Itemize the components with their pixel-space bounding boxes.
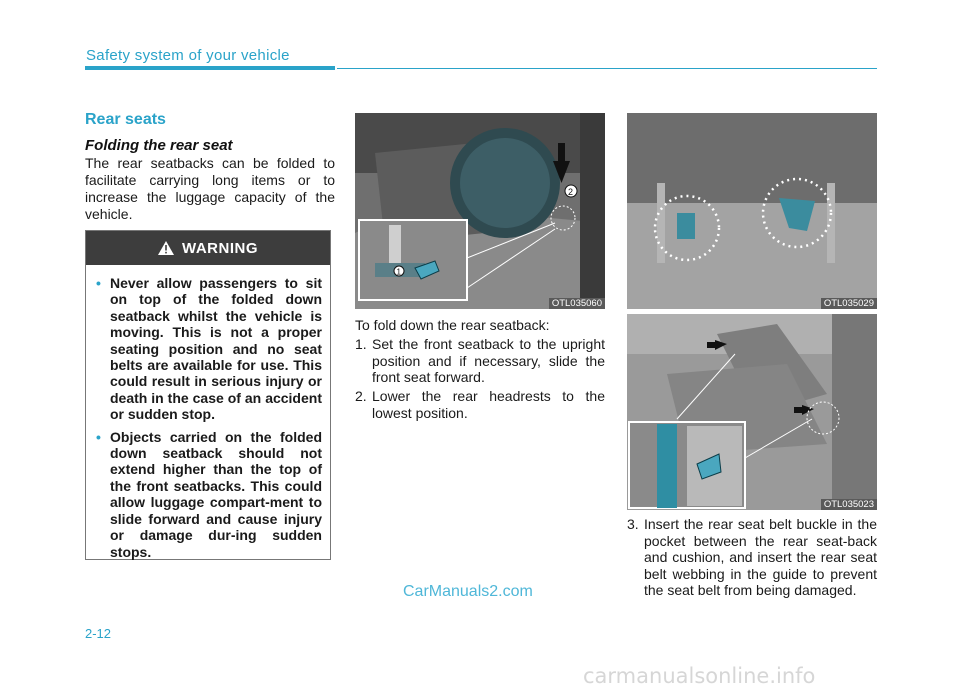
section-title: Rear seats xyxy=(85,111,166,128)
bullet-icon: • xyxy=(96,428,101,445)
image-caption: OTL035060 xyxy=(549,298,605,309)
header-rule xyxy=(337,68,877,69)
intro-paragraph: The rear seatbacks can be folded to facilitate carrying long items or to increase the luggage capacity of the vehicle. xyxy=(85,155,335,222)
belt-guide-photo xyxy=(627,314,877,510)
instruction-step: 1. Set the front seatback to the upright position and if necessary, slide the front seat forward. xyxy=(355,336,605,386)
image-caption: OTL035023 xyxy=(821,499,877,510)
warning-list xyxy=(86,265,330,560)
footer-watermark: carmanualsonline.info xyxy=(583,664,816,688)
instruction-step: 2. Lower the rear headrests to the lowest position. xyxy=(355,388,605,421)
warning-item: • Never allow passengers to sit on top of the folded down seatback whilst the vehicle is moving. This is not a proper seating position and no seat belts are available for use. This could result in serious injury or death in the case of an accident or sudden stop. xyxy=(96,275,322,423)
instruction-step: 3. Insert the rear seat belt buckle in the pocket between the rear seat-back and cushion, and insert the rear seat belt webbing in the guide to prevent the seat belt from being damaged. xyxy=(627,516,877,599)
bullet-icon: • xyxy=(96,275,101,291)
page-number: 2-12 xyxy=(85,626,112,641)
watermark-link[interactable]: CarManuals2.com xyxy=(403,583,533,600)
warning-item: • Objects carried on the folded down seatback should not extend higher than the top of the front seatbacks. This could allow luggage compart-ment to slide forward and cause injury or damage dur-ing sudden stops. xyxy=(96,428,322,560)
warning-header xyxy=(86,231,330,265)
header-accent-bar xyxy=(85,66,335,70)
warning-triangle-icon xyxy=(158,241,174,255)
warning-box xyxy=(85,230,331,560)
buckles-photo xyxy=(627,113,877,309)
section-header: Safety system of your vehicle xyxy=(86,47,290,64)
warning-label: WARNING xyxy=(182,239,258,257)
callout-2: 2 xyxy=(568,187,574,197)
callout-1: 1 xyxy=(396,267,401,277)
headrest-photo xyxy=(355,113,605,309)
subsection-title: Folding the rear seat xyxy=(85,137,233,154)
image-caption: OTL035029 xyxy=(821,298,877,309)
instructions-intro: To fold down the rear seatback: xyxy=(355,317,550,333)
